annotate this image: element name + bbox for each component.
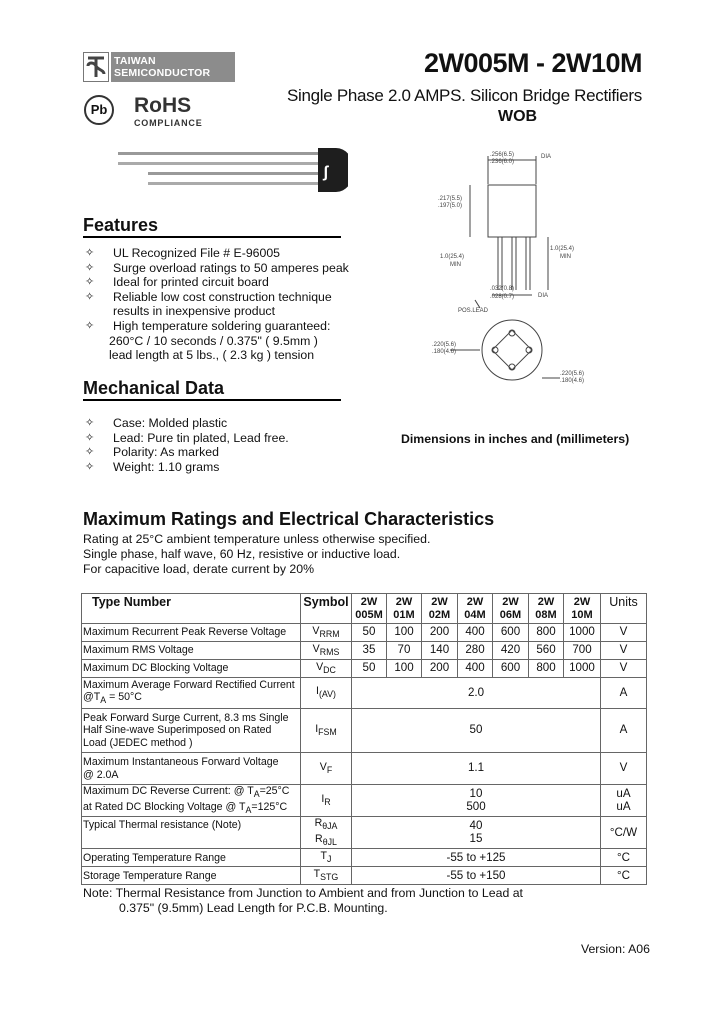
value-cell: 50	[352, 660, 387, 678]
ratings-table	[81, 593, 647, 885]
value-cell: 100	[387, 624, 422, 642]
list-item: ✧ UL Recognized File # E-96005	[85, 246, 281, 260]
value-cell: 50	[352, 624, 387, 642]
table-row	[82, 849, 647, 867]
svg-text:.180(4.6): .180(4.6)	[432, 349, 457, 355]
pb-label: Pb	[90, 102, 108, 117]
symbol-cell: $I_{(AV)}$	[301, 678, 352, 709]
symbol-cell: $V_{DC}$	[301, 660, 352, 678]
value-cell: 800	[529, 660, 564, 678]
component-image	[118, 140, 348, 200]
ts-logo-icon	[83, 52, 109, 82]
symbol-cell: $V_{RRM}$	[301, 624, 352, 642]
unit-cell: V	[601, 624, 647, 642]
list-item: ✧ Case: Molded plastic	[85, 416, 228, 430]
symbol-cell: $T_J$	[301, 849, 352, 867]
list-item: ✧ High temperature soldering guaranteed:	[85, 318, 331, 333]
symbol-cell: $V_F$	[301, 753, 352, 785]
note-line: Note: Thermal Resistance from Junction to Ambient and from Junction to Lead at	[83, 886, 523, 900]
svg-text:.032(0.8): .032(0.8)	[490, 286, 515, 292]
unit-cell: V	[601, 642, 647, 660]
value-cell: 400	[458, 624, 493, 642]
svg-text:.197(5.0): .197(5.0)	[438, 203, 463, 209]
part-header: 2W 08M	[529, 594, 564, 624]
symbol-cell: $R_{\theta JA}$ $R_{\theta JL}$	[301, 817, 352, 849]
list-item: ✧ Reliable low cost construction technique	[85, 289, 332, 304]
symbol-cell: $T_{STG}$	[301, 867, 352, 885]
value-cell: 1000	[564, 624, 601, 642]
value-cell: 280	[458, 642, 493, 660]
table-row	[82, 642, 647, 660]
note-line: 0.375" (9.5mm) Lead Length for P.C.B. Mounting.	[119, 901, 388, 915]
svg-text:ʃ: ʃ	[323, 164, 329, 181]
value-cell: 35	[352, 642, 387, 660]
value-cell: 600	[493, 624, 529, 642]
table-row	[82, 624, 647, 642]
symbol-cell: $V_{RMS}$	[301, 642, 352, 660]
value-cell: 200	[422, 624, 458, 642]
table-row	[82, 785, 647, 817]
company-line2: SEMICONDUCTOR	[114, 67, 211, 79]
rohs-label: RoHS	[134, 94, 192, 117]
page-subtitle: Single Phase 2.0 AMPS. Silicon Bridge Rectifiers	[286, 86, 642, 105]
table-row	[82, 817, 647, 849]
ratings-heading: Maximum Ratings and Electrical Characteristics	[83, 509, 495, 529]
unit-cell: uA uA	[601, 785, 647, 817]
ratings-conditions	[83, 532, 430, 577]
value-cell: 10 500	[352, 785, 601, 817]
dia-label: DIA	[541, 154, 552, 160]
value-cell: 2.0	[352, 678, 601, 709]
table-header-row	[82, 594, 647, 624]
ratings-line: Rating at 25°C ambient temperature unless otherwise specified.	[83, 532, 431, 546]
value-cell: 400	[458, 660, 493, 678]
list-item: ✧ Lead: Pure tin plated, Lead free.	[85, 430, 289, 445]
svg-text:.180(4.6): .180(4.6)	[560, 378, 585, 384]
ratings-line: Single phase, half wave, 60 Hz, resistive or inductive load.	[83, 547, 401, 561]
svg-text:1.0(25.4): 1.0(25.4)	[550, 246, 575, 252]
company-name	[111, 52, 235, 82]
unit-cell: °C/W	[601, 817, 647, 849]
bullet-icon: ✧	[85, 290, 95, 303]
value-cell: 100	[387, 660, 422, 678]
value-cell: 420	[493, 642, 529, 660]
param-cell: Maximum RMS Voltage	[82, 642, 301, 660]
rohs-compliance-label: COMPLIANCE	[134, 118, 203, 128]
features-list	[85, 246, 349, 363]
min-label: MIN	[450, 262, 461, 268]
list-item: ✧ Ideal for printed circuit board	[85, 275, 269, 290]
unit-cell: A	[601, 709, 647, 753]
value-cell: 800	[529, 624, 564, 642]
value-cell: -55 to +150	[352, 867, 601, 885]
list-item: ✧ Polarity: As marked	[85, 445, 219, 460]
unit-cell: V	[601, 753, 647, 785]
ratings-line: For capacitive load, derate current by 20%	[83, 562, 315, 576]
part-header: 2W 02M	[422, 594, 458, 624]
unit-cell: °C	[601, 849, 647, 867]
table-row	[82, 660, 647, 678]
mechanical-heading: Mechanical Data	[83, 378, 225, 398]
param-cell: Maximum Average Forward Rectified Current $@T_A = 50^\circ C$	[82, 678, 301, 709]
symbol-cell: $I_R$	[301, 785, 352, 817]
param-cell: Maximum DC Blocking Voltage	[82, 660, 301, 678]
type-number-header: Type Number	[82, 594, 301, 624]
svg-text:.220(5.6): .220(5.6)	[432, 342, 457, 348]
value-cell: 200	[422, 660, 458, 678]
bullet-icon: ✧	[85, 261, 95, 274]
units-header: Units	[601, 594, 647, 624]
part-header: 2W 04M	[458, 594, 493, 624]
company-logo	[83, 52, 235, 82]
part-header: 2W 005M	[352, 594, 387, 624]
unit-cell: V	[601, 660, 647, 678]
table-note	[83, 886, 523, 916]
bullet-icon: ✧	[85, 460, 95, 473]
svg-text:.217(5.5): .217(5.5)	[438, 196, 463, 202]
list-item-continuation: results in inexpensive product	[113, 304, 275, 319]
pos-lead-label: POS.LEAD	[458, 308, 489, 314]
unit-cell: °C	[601, 867, 647, 885]
list-item-continuation: lead length at 5 lbs., ( 2.3 kg ) tension	[109, 348, 315, 363]
part-header: 2W 06M	[493, 594, 529, 624]
table-row	[82, 709, 647, 753]
table-row	[82, 753, 647, 785]
page-title: 2W005M - 2W10M	[423, 48, 642, 78]
bullet-icon: ✧	[85, 446, 95, 459]
package-name: WOB	[498, 108, 538, 125]
param-cell: Operating Temperature Range	[82, 849, 301, 867]
value-cell: 50	[352, 709, 601, 753]
param-cell: Maximum Recurrent Peak Reverse Voltage	[82, 624, 301, 642]
bullet-icon: ✧	[85, 417, 95, 429]
value-cell: -55 to +125	[352, 849, 601, 867]
svg-text:.220(5.6): .220(5.6)	[560, 371, 585, 377]
svg-text:.236(6.0): .236(6.0)	[490, 159, 515, 165]
features-divider	[83, 236, 341, 238]
mechanical-list	[85, 416, 289, 474]
table-row	[82, 867, 647, 885]
part-header: 2W 01M	[387, 594, 422, 624]
value-cell: 560	[529, 642, 564, 660]
version-label: Version: A06	[580, 942, 650, 956]
value-cell: 140	[422, 642, 458, 660]
value-cell: 1000	[564, 660, 601, 678]
dimension-caption: Dimensions in inches and (millimeters)	[401, 432, 630, 446]
value-cell: 1.1	[352, 753, 601, 785]
list-item: ✧ Weight: 1.10 grams	[85, 459, 220, 474]
value-cell: 70	[387, 642, 422, 660]
svg-text:.256(6.5): .256(6.5)	[490, 152, 515, 158]
features-heading: Features	[83, 215, 159, 235]
value-cell: 40 15	[352, 817, 601, 849]
param-cell: Peak Forward Surge Current, 8.3 ms Single Half Sine-wave Superimposed on Rated Load (JEDEC method )	[82, 709, 301, 753]
bullet-icon: ✧	[85, 431, 95, 444]
bullet-icon: ✧	[85, 276, 95, 289]
value-cell: 600	[493, 660, 529, 678]
pb-free-icon	[84, 95, 114, 125]
svg-text:.028(0.7): .028(0.7)	[490, 294, 515, 300]
value-cell: 700	[564, 642, 601, 660]
param-cell: Storage Temperature Range	[82, 867, 301, 885]
param-cell: Maximum Instantaneous Forward Voltage @ 2.0A	[82, 753, 301, 785]
package-dimension-drawing	[420, 150, 600, 400]
table-row	[82, 678, 647, 709]
part-header: 2W 10M	[564, 594, 601, 624]
bullet-icon: ✧	[85, 319, 95, 332]
mechanical-divider	[83, 399, 341, 401]
svg-text:1.0(25.4): 1.0(25.4)	[440, 254, 465, 260]
min-label: MIN	[560, 254, 571, 260]
dia-label: DIA	[538, 293, 549, 299]
list-item-continuation: 260°C / 10 seconds / 0.375" ( 9.5mm )	[109, 333, 318, 348]
list-item: ✧ Surge overload ratings to 50 amperes peak	[85, 260, 349, 275]
symbol-cell: $I_{FSM}$	[301, 709, 352, 753]
param-cell: Typical Thermal resistance (Note)	[82, 817, 301, 849]
company-line1: TAIWAN	[114, 55, 156, 67]
unit-cell: A	[601, 678, 647, 709]
bullet-icon: ✧	[85, 247, 95, 259]
symbol-header: Symbol	[301, 594, 352, 624]
param-cell: Maximum DC Reverse Current: @ $T_A=25^\circ C$ at Rated DC Blocking Voltage @ $T_A=125^\circ C$	[82, 785, 301, 817]
